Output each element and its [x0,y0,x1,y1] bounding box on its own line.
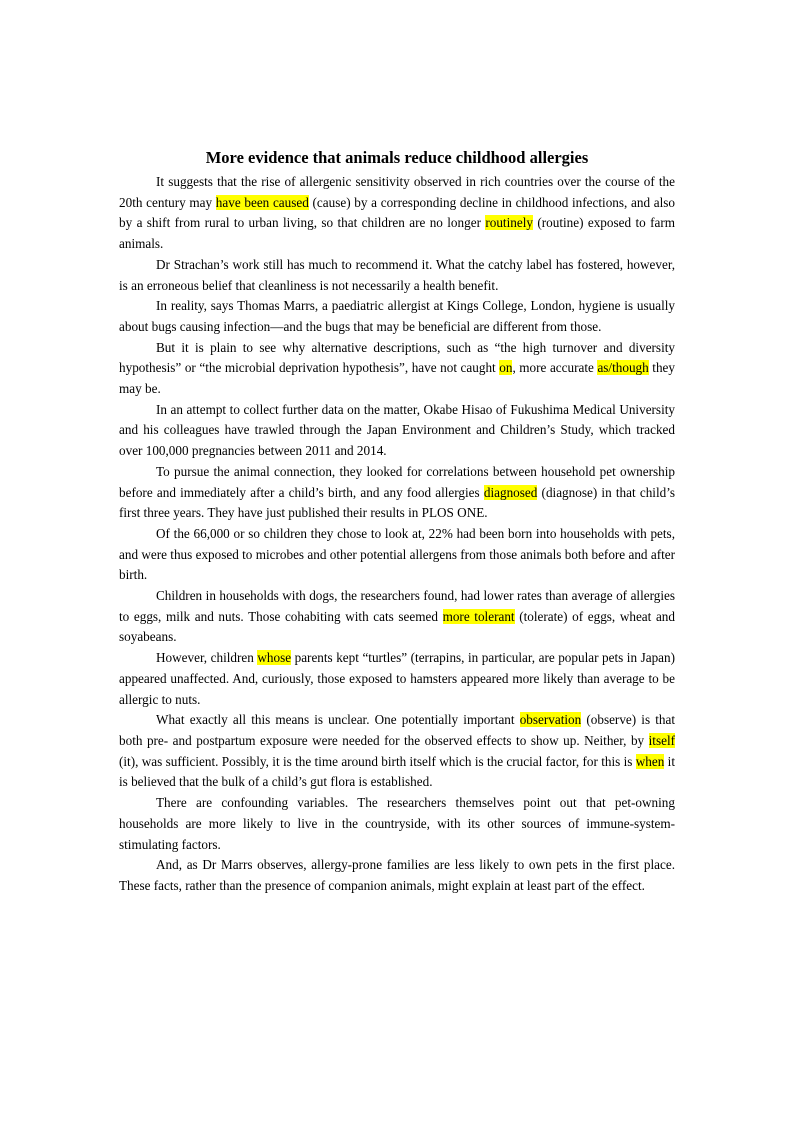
text-run: In an attempt to collect further data on the matter, Okabe Hisao of Fukushima Medical University and his colleagues have trawled through the Japan Environment and Children’s Study, which tracked over 100,000 pregnancies between 2011 and 2014. [119,401,675,459]
paragraph [119,338,675,400]
highlighted-word: have been caused [215,194,309,210]
text-run: But it is plain to see why alternative descriptions, such as “the high turnover and diversity hypothesis” or “the microbial deprivation hypothesis”, have not caught [119,339,675,376]
text-run: Of the 66,000 or so children they chose to look at, 22% had been born into households with pets, and were thus exposed to microbes and other potential allergens from those animals both before and after birth. [119,525,675,583]
paragraph [119,524,675,586]
paragraph [119,793,675,855]
document-body [119,146,675,897]
paragraph [119,710,675,793]
highlighted-word: routinely [485,215,533,231]
paragraph [119,400,675,462]
text-run: , more accurate [512,360,598,376]
highlighted-word: more tolerant [442,608,515,624]
paragraph [119,586,675,648]
text-run: And, as Dr Marrs observes, allergy-prone families are less likely to own pets in the first place. These facts, rather than the presence of companion animals, might explain at least part of the effect. [119,857,675,893]
paragraph [119,855,675,896]
highlighted-word: when [635,753,665,769]
highlighted-word: on [499,360,513,376]
text-run: It suggests that the rise of allergenic sensitivity observed in rich countries over the course of the 20th century may [119,174,675,210]
text-run: (it), was sufficient. Possibly, it is the time around birth itself which is the crucial factor, for this is [119,753,636,769]
paragraph [119,255,675,296]
highlighted-word: whose [257,650,292,666]
paragraph [119,172,675,255]
text-run: There are confounding variables. The researchers themselves point out that pet-owning households are more likely to live in the countryside, with its other sources of immune-system-stimulating factors. [119,795,675,852]
text-run: parents kept “turtles” (terrapins, in particular, are popular pets in Japan) appeared unaffected. And, curiously, those exposed to hamsters appeared more likely than average to be allergic to nuts. [119,650,675,707]
text-run: (cause) by a corresponding decline in childhood infections, and also by a shift from rural to urban living, so that children are no longer [119,194,675,231]
text-run: (diagnose) in that child’s first three years. They have just published their results in PLOS ONE. [119,484,676,521]
text-run: In reality, says Thomas Marrs, a paediatric allergist at Kings College, London, hygiene is usually about bugs causing infection—and the bugs that may be beneficial are different from those. [119,298,675,334]
text-run: To pursue the animal connection, they looked for correlations between household pet ownership before and immediately after a child’s birth, and any food allergies [119,463,675,500]
highlighted-word: diagnosed [483,484,538,500]
text-run: However, children [156,650,258,666]
paragraph [119,462,675,524]
text-run: What exactly all this means is unclear. One potentially important [156,712,520,728]
paragraph [119,648,675,710]
paragraph-list [119,172,675,897]
text-run: it is believed that the bulk of a child’s gut flora is established. [119,753,675,790]
text-run: (tolerate) of eggs, wheat and soyabeans. [119,608,675,645]
text-run: Dr Strachan’s work still has much to recommend it. What the catchy label has fostered, however, is an erroneous belief that cleanliness is not necessarily a health benefit. [119,256,675,293]
highlighted-word: as/though [597,360,649,376]
highlighted-word: itself [648,732,675,748]
text-run: they may be. [119,360,675,397]
highlighted-word: observation [519,712,582,728]
text-run: (routine) exposed to farm animals. [119,215,675,252]
paragraph [119,296,675,337]
text-run: (observe) is that both pre- and postpartum exposure were needed for the observed effects to show up. Neither, by [119,712,675,748]
document-title: More evidence that animals reduce childhood allergies [205,148,589,167]
text-run: Children in households with dogs, the researchers found, had lower rates than average of allergies to eggs, milk and nuts. Those cohabiting with cats seemed [119,588,675,624]
